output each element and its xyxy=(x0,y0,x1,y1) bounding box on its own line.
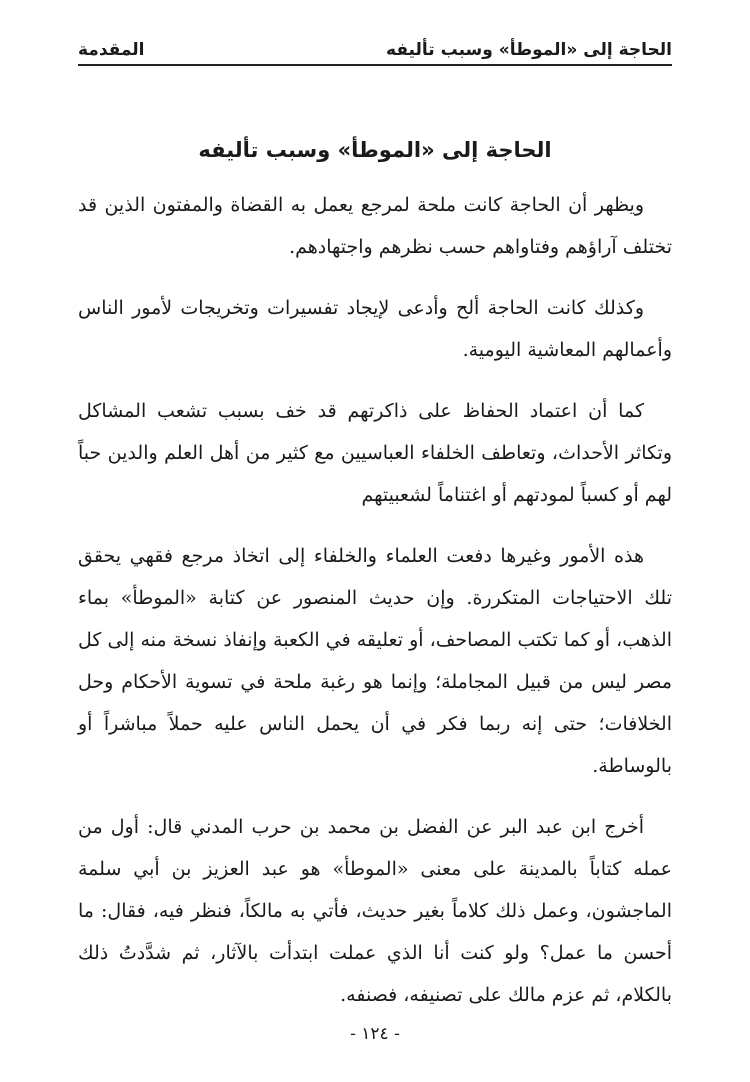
paragraph: أخرج ابن عبد البر عن الفضل بن محمد بن حرب المدني قال: أول من عمله كتاباً بالمدينة على معنى «الموطأ» هو عبد العزيز بن أبي سلمة الماجشون، وعمل ذلك كلاماً بغير حديث، فأتي به مالكاً، فنظر فيه، فقال: ما أحسن ما عمل؟ ولو كنت أنا الذي عملت ابتدأت بالآثار، ثم شدَّدتُ ذلك بالكلام، ثم عزم مالك على تصنيفه، فصنفه. xyxy=(78,816,672,1006)
running-header xyxy=(78,30,672,66)
header-chapter-title: الحاجة إلى «الموطأ» وسبب تأليفه xyxy=(386,40,672,60)
body-text xyxy=(78,184,672,1035)
paragraph: هذه الأمور وغيرها دفعت العلماء والخلفاء إلى اتخاذ مرجع فقهي يحقق تلك الاحتياجات المتكررة. وإن حديث المنصور عن كتابة «الموطأ» بماء الذهب، أو كما تكتب المصاحف، أو تعليقه في الكعبة وإنفاذ نسخة منه إلى كل مصر ليس من قبيل المجاملة؛ وإنما هو رغبة ملحة في تسوية الأحكام وحل الخلافات؛ حتى إنه ربما فكر في أن يحمل الناس عليه حملاً مباشراً أو بالوساطة. xyxy=(78,545,672,777)
chapter-heading: الحاجة إلى «الموطأ» وسبب تأليفه xyxy=(198,138,552,162)
paragraph: ويظهر أن الحاجة كانت ملحة لمرجع يعمل به القضاة والمفتون الذين قد تختلف آراؤهم وفتاواهم حسب نظرهم واجتهادهم. xyxy=(78,194,672,258)
paragraph: كما أن اعتماد الحفاظ على ذاكرتهم قد خف بسبب تشعب المشاكل وتكاثر الأحداث، وتعاطف الخلفاء العباسيين مع كثير من أهل العلم والدين حباً لهم أو كسباً لمودتهم أو اغتناماً لشعبيتهم xyxy=(78,400,672,506)
page-number: - ١٢٤ - xyxy=(350,1024,400,1044)
paragraph: وكذلك كانت الحاجة ألح وأدعى لإيجاد تفسيرات وتخريجات لأمور الناس وأعمالهم المعاشية اليومية. xyxy=(78,297,672,361)
header-section-name: المقدمة xyxy=(78,40,145,60)
